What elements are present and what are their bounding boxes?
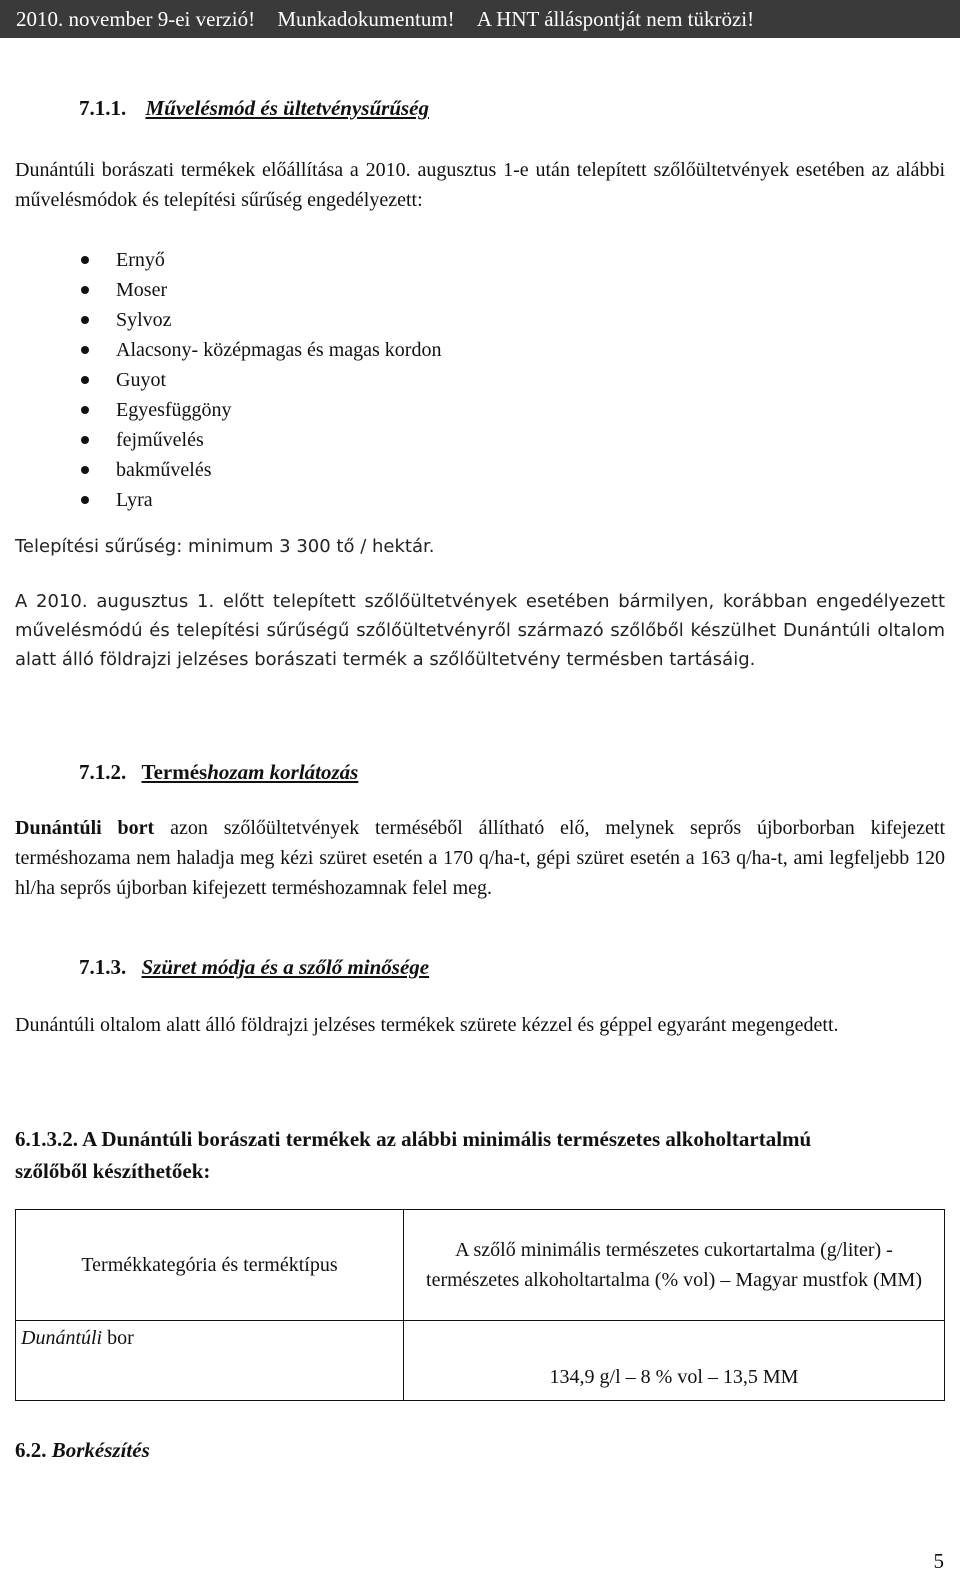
section-number: 7.1.1. [79,96,127,120]
section-711-paragraph: A 2010. augusztus 1. előtt telepített szőlőültetvények esetében bármilyen, korábban engedélyezett művelésmódú és telepítési sűrűségű szőlőültetvényről származó szőlőből készülhet Dunántúli oltalom alatt álló földrajzi jelzéses borászati termék a szőlőültetvény termésben tartásáig. [15,591,945,670]
section-title: Szüret módja és a szőlő minősége [141,955,430,979]
section-713-heading [79,955,429,980]
category-italic: Dunántúli [21,1327,103,1349]
section-62-heading [15,1438,150,1463]
table-header-category: Termékkategória és terméktípus [16,1210,404,1321]
section-number: 6.2. [15,1438,47,1462]
section-712-heading [79,760,358,785]
title-part: hozam korlátozás [207,760,359,784]
section-title: Borkészítés [51,1438,150,1462]
list-item: fejművelés [78,425,441,455]
section-number: 7.1.2. [79,760,127,784]
table-cell-requirement: 134,9 g/l – 8 % vol – 13,5 MM [404,1321,945,1401]
table-cell-category [16,1321,404,1401]
planting-density: Telepítési sűrűség: minimum 3 300 tő / hektár. [15,536,435,557]
section-711-heading [79,96,429,121]
section-711-intro: Dunántúli borászati termékek előállítása a 2010. augusztus 1-e után telepített szőlőültetvények esetében az alábbi művelésmódok és telepítési sűrűség engedélyezett: [15,159,945,211]
lead-term: Dunántúli bort [15,817,155,839]
category-rest: bor [102,1327,134,1349]
list-item: Sylvoz [78,305,441,335]
list-item: bakművelés [78,455,441,485]
list-item: Guyot [78,365,441,395]
list-item: Ernyő [78,245,441,275]
list-item: Alacsony- középmagas és magas kordon [78,335,441,365]
page-number: 5 [933,1549,944,1573]
banner-version: 2010. november 9-ei verzió! [16,7,256,31]
title-part: Termés [141,760,208,784]
training-methods-list [78,245,441,515]
list-item: Moser [78,275,441,305]
banner-disclaimer: A HNT álláspontját nem tükrözi! [476,7,755,31]
section-title: A Dunántúli borászati termékek az alábbi minimális természetes alkoholtartalmú szőlőből készíthetőek: [15,1127,812,1183]
section-title [142,760,359,784]
section-713-body: Dunántúli oltalom alatt álló földrajzi jelzéses termékek szürete kézzel és géppel egyaránt megengedett. [15,1014,839,1036]
section-title: Művelésmód és ültetvénysűrűség [145,96,429,120]
list-item: Egyesfüggöny [78,395,441,425]
list-item: Lyra [78,485,441,515]
banner-workdoc: Munkadokumentum! [277,7,455,31]
section-6132-heading [15,1123,815,1187]
minimum-sugar-table [15,1209,945,1401]
table-header-requirement: A szőlő minimális természetes cukortartalma (g/liter) - természetes alkoholtartalma (% vol) – Magyar mustfok (MM) [404,1210,945,1321]
section-number: 7.1.3. [79,955,127,979]
body-text: azon szőlőültetvények terméséből állítható elő, melynek seprős újborborban kifejezett terméshozama nem haladja meg kézi szüret esetén a 170 q/ha-t, gépi szüret esetén a 163 q/ha-t, ami legfeljebb 120 hl/ha seprős újborban kifejezett terméshozamnak felel meg. [15,817,946,899]
section-712-body [15,813,945,903]
draft-notice-banner [0,0,960,38]
section-number: 6.1.3.2. [15,1127,78,1151]
